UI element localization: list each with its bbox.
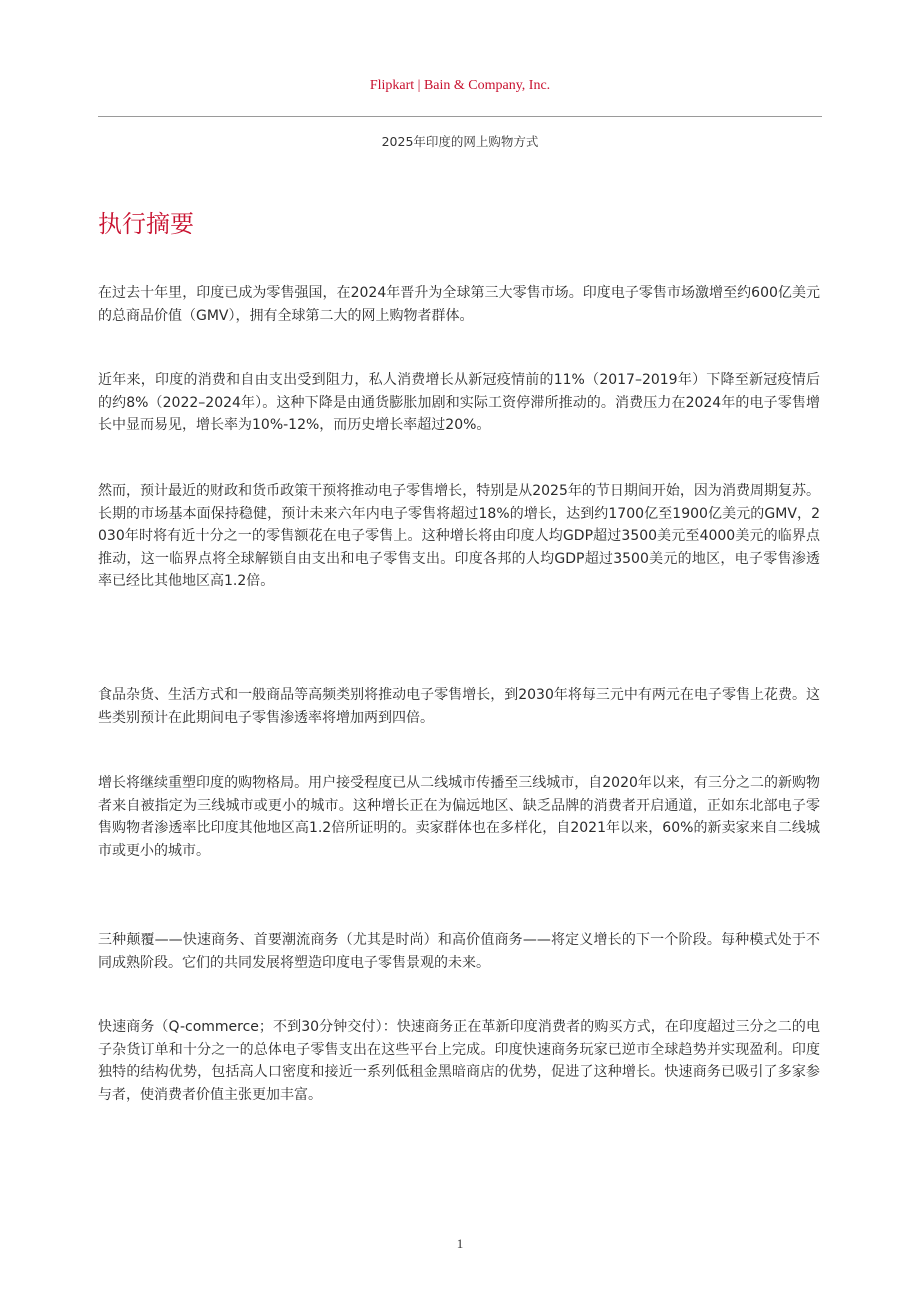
paragraph-consumption-headwinds: 近年来，印度的消费和自由支出受到阻力，私人消费增长从新冠疫情前的11%（2017–2019年）下降至新冠疫情后的约8%（2022–2024年）。这种下降是由通货膨胀加剧和实际工资停滞所推动的。消费压力在2024年的电子零售增长中显而易见，增长率为10%-12%，而历史增长率超过20%。 [98,372,820,433]
paragraph-shopping-landscape: 增长将继续重塑印度的购物格局。用户接受程度已从二线城市传播至三线城市，自2020年以来，有三分之二的新购物者来自被指定为三线城市或更小的城市。这种增长正在为偏远地区、缺乏品牌的消费者开启通道，正如东北部电子零售购物者渗透率比印度其他地区高1.2倍所证明的。卖家群体也在多样化，自2021年以来，60%的新卖家来自二线城市或更小的城市。 [98,775,820,859]
paragraph-growth-outlook: 然而，预计最近的财政和货币政策干预将推动电子零售增长，特别是从2025年的节日期间开始，因为消费周期复苏。长期的市场基本面保持稳健，预计未来六年内电子零售将超过18%的增长，达到约1700亿至1900亿美元的GMV，2030年时将有近十分之一的零售额花在电子零售上。这种增长将由印度人均GDP超过3500美元至4000美元的临界点推动，这一临界点将全球解锁自由支出和电子零售支出。印度各邦的人均GDP超过3500美元的地区，电子零售渗透率已经比其他地区高1.2倍。 [98,483,820,589]
paragraph-quick-commerce: 快速商务（Q-commerce；不到30分钟交付）：快速商务正在革新印度消费者的购买方式，在印度超过三分之二的电子杂货订单和十分之一的总体电子零售支出在这些平台上完成。印度快速商务玩家已逆市全球趋势并实现盈利。印度独特的结构优势，包括高人口密度和接近一系列低租金黑暗商店的优势，促进了这种增长。快速商务已吸引了多家参与者，使消费者价值主张更加丰富。 [98,1019,820,1103]
paragraph-three-disruptions: 三种颠覆——快速商务、首要潮流商务（尤其是时尚）和高价值商务——将定义增长的下一个阶段。每种模式处于不同成熟阶段。它们的共同发展将塑造印度电子零售景观的未来。 [98,932,820,971]
paragraph-high-frequency-categories: 食品杂货、生活方式和一般商品等高频类别将推动电子零售增长，到2030年将每三元中有两元在电子零售上花费。这些类别预计在此期间电子零售渗透率将增加两到四倍。 [98,687,820,726]
paragraph-retail-powerhouse: 在过去十年里，印度已成为零售强国，在2024年晋升为全球第三大零售市场。印度电子零售市场激增至约600亿美元的总商品价值（GMV），拥有全球第二大的网上购物者群体。 [98,285,820,324]
header-rule [98,116,822,117]
report-title: 2025年印度的网上购物方式 [381,134,539,149]
page-number: 1 [456,1236,464,1251]
section-heading: 执行摘要 [98,210,194,238]
running-head: Flipkart | Bain & Company, Inc. [369,78,551,93]
